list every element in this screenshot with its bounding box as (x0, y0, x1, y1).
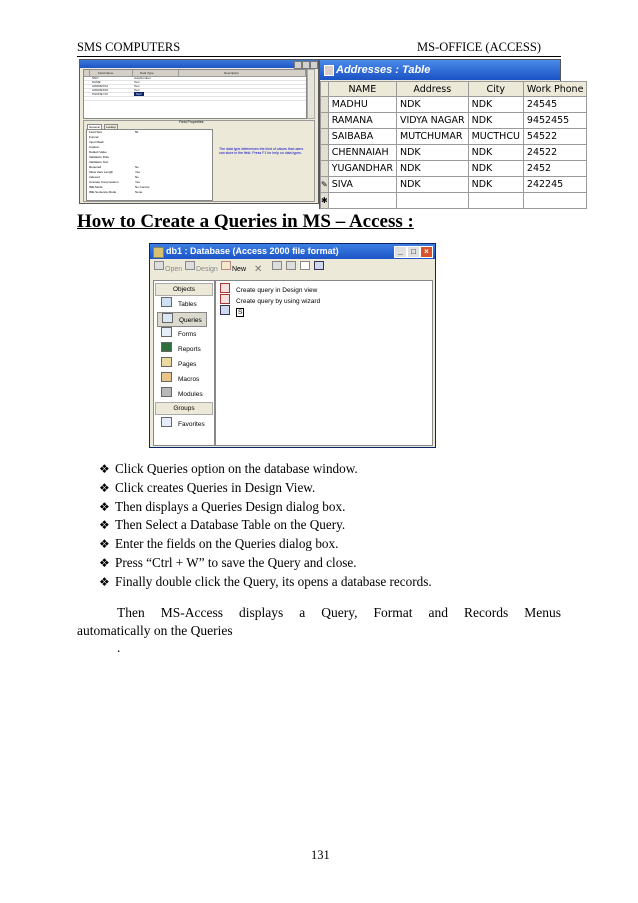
property-value: No Control (135, 185, 150, 189)
property-label: Default Value (89, 150, 107, 154)
field-properties-panel (83, 120, 315, 202)
object-label: Reports (178, 346, 201, 353)
query-label: Create query in Design view (236, 287, 318, 294)
cell-work-phone: 242245 (523, 177, 587, 193)
property-value: None (135, 190, 143, 194)
database-window-screenshot (149, 243, 436, 448)
header-right: MS-OFFICE (ACCESS) (417, 40, 541, 54)
tab-lookup: Lookup (106, 125, 116, 129)
list-icon (300, 261, 310, 270)
bullet-marker: ❖ (99, 499, 110, 514)
queries-list (215, 280, 433, 446)
object-macros (161, 372, 199, 385)
object-label: Tables (178, 301, 197, 308)
list-item-text: Press “Ctrl + W” to save the Query and close. (115, 554, 357, 570)
object-forms (161, 327, 196, 340)
database-icon (153, 247, 164, 258)
objects-header: Objects (155, 283, 213, 296)
object-label: Favorites (178, 421, 205, 428)
object-modules (161, 387, 203, 400)
object-label: Queries (179, 317, 202, 324)
query-icon (220, 305, 230, 315)
list-item (99, 535, 432, 554)
header-left: SMS COMPUTERS (77, 40, 181, 54)
field-type: AutoNumber (134, 76, 151, 80)
list-item-text: Then displays a Queries Design dialog box. (115, 498, 346, 514)
list-item (99, 516, 432, 535)
cell-work-phone: 9452455 (523, 113, 587, 129)
queries-icon (162, 313, 173, 323)
property-value: 50 (135, 130, 139, 134)
bullet-marker: ❖ (99, 480, 110, 495)
modules-icon (161, 387, 172, 397)
design-view-titlebar (80, 60, 318, 68)
cell-name: CHENNAIAH (328, 145, 396, 161)
cell-work-phone: 54522 (523, 129, 587, 145)
list-item-text: Then Select a Database Table on the Query. (115, 517, 346, 533)
data-type-help-text: The data type determines the kind of values that users can store in the field. Press F1 for help on data types. (219, 147, 304, 155)
table-row (321, 113, 587, 129)
objects-bar (153, 280, 215, 446)
large-icons-icon (272, 261, 282, 270)
property-label: Validation Text (89, 160, 109, 164)
page-number: 131 (311, 848, 330, 862)
field-row: ADDRESS2 (92, 88, 109, 92)
macros-icon (161, 372, 172, 382)
table-icon (324, 65, 334, 76)
property-value: Yes (135, 170, 140, 174)
groups-header: Groups (155, 402, 213, 415)
col-address: Address (397, 82, 469, 97)
object-label: Pages (178, 361, 197, 368)
details-icon (314, 261, 324, 270)
delete-icon: ✕ (254, 264, 263, 275)
list-item-text: Click Queries option on the database window. (115, 461, 358, 476)
paragraph-line-2: automatically on the Queries (77, 623, 233, 638)
field-row: SNO (92, 76, 99, 80)
cell-city: NDK (468, 161, 523, 177)
cell-name: MADHU (328, 97, 396, 113)
design-icon (185, 261, 195, 270)
cell-city: NDK (468, 145, 523, 161)
cell-work-phone: 24545 (523, 97, 587, 113)
properties-list (86, 129, 213, 201)
field-type: Text (136, 92, 142, 96)
cell-address: NDK (397, 145, 469, 161)
list-item-text: Enter the fields on the Queries dialog box. (115, 536, 339, 552)
field-row: PHONE NO (92, 92, 109, 96)
table-row (321, 161, 587, 177)
property-label: Unicode Compression (89, 180, 119, 184)
close-icon (310, 61, 318, 69)
bullet-marker: ❖ (99, 555, 110, 570)
field-grid (83, 69, 307, 119)
cell-city: NDK (468, 97, 523, 113)
tab-general: General (89, 125, 100, 129)
property-label: Indexed (89, 175, 100, 179)
section-heading: How to Create a Queries in MS – Access : (77, 211, 414, 232)
minimize-icon: _ (394, 246, 407, 258)
property-value: Yes (135, 180, 140, 184)
small-icons-icon (286, 261, 296, 270)
list-item-text: Finally double click the Query, its opens a database records. (115, 573, 432, 589)
grid-scrollbar (307, 69, 315, 119)
design-button: Design (196, 266, 218, 273)
cell-address: VIDYA NAGAR (397, 113, 469, 129)
object-pages (161, 357, 196, 370)
query-label: Create query by using wizard (236, 298, 321, 305)
cell-address: NDK (397, 97, 469, 113)
property-label: Caption (89, 145, 100, 149)
cell-name: RAMANA (328, 113, 396, 129)
bullet-marker: ❖ (99, 537, 110, 552)
cell-city: MUCTHCU (468, 129, 523, 145)
open-button: Open (165, 266, 183, 273)
object-tables (161, 297, 197, 310)
col-work-phone: Work Phone (523, 82, 587, 97)
col-field-name: Field Name (98, 71, 114, 75)
addresses-table-title: Addresses : Table (336, 64, 431, 76)
cell-name: YUGANDHAR (328, 161, 396, 177)
table-row (321, 97, 587, 113)
property-label: Field Size (89, 130, 103, 134)
col-name: NAME (328, 82, 396, 97)
col-city: City (468, 82, 523, 97)
pages-icon (161, 357, 172, 367)
list-item (99, 554, 432, 573)
open-icon (154, 261, 164, 270)
maximize-icon: □ (407, 246, 420, 258)
field-type: Text (134, 88, 140, 92)
col-description: Description (224, 71, 240, 75)
field-type: Text (134, 80, 140, 84)
database-window-title: db1 : Database (Access 2000 file format) (166, 246, 339, 256)
object-label: Macros (178, 376, 200, 383)
field-row: NAME (92, 80, 101, 84)
object-reports (161, 342, 201, 355)
table-row (321, 129, 587, 145)
saved-query (220, 305, 244, 318)
cell-address: NDK (397, 161, 469, 177)
favorites-icon (161, 417, 172, 427)
bullet-marker: ❖ (99, 462, 110, 476)
list-item (99, 573, 432, 592)
minimize-icon (294, 61, 302, 69)
paragraph-trailing: . (117, 640, 121, 655)
property-value: No (135, 165, 139, 169)
close-icon: × (420, 246, 433, 258)
wizard-icon (220, 294, 230, 304)
addresses-table-titlebar (320, 60, 560, 80)
object-label: Modules (178, 391, 203, 398)
bullet-marker: ❖ (99, 518, 110, 533)
forms-icon (161, 327, 172, 337)
cell-name: SIVA (328, 177, 396, 193)
list-item (99, 460, 432, 479)
database-window-titlebar (150, 244, 435, 259)
reports-icon (161, 342, 172, 352)
cell-address: NDK (397, 177, 469, 193)
new-record-row (321, 193, 587, 209)
tables-icon (161, 297, 172, 307)
cell-city: NDK (468, 113, 523, 129)
property-label: Validation Rule (89, 155, 109, 159)
list-item (99, 479, 432, 498)
object-queries (157, 312, 207, 327)
addresses-datasheet (320, 81, 587, 209)
new-button: New (232, 266, 247, 273)
wizard-icon (220, 283, 230, 293)
property-value: No (135, 175, 139, 179)
new-record-icon: ✱ (321, 193, 329, 209)
cell-city: NDK (468, 177, 523, 193)
addresses-table-screenshot (319, 59, 584, 209)
new-icon (221, 261, 231, 270)
list-item-text: Click creates Queries in Design View. (115, 479, 316, 495)
cell-work-phone: 24522 (523, 145, 587, 161)
field-properties-label: Field Properties (179, 120, 204, 124)
property-label: IME Mode (89, 185, 103, 189)
table-row (321, 145, 587, 161)
paragraph-line-1: Then MS-Access displays a Query, Format and Records Menus (117, 605, 561, 620)
query-label: S (238, 309, 243, 316)
property-label: IME Sentence Mode (89, 190, 117, 194)
table-row (321, 177, 587, 193)
table-design-view-screenshot (79, 59, 319, 204)
list-item (99, 498, 432, 517)
row-selector-header (321, 82, 329, 97)
cell-address: MUTCHUMAR (397, 129, 469, 145)
database-toolbar (150, 261, 435, 278)
object-label: Forms (178, 331, 197, 338)
property-label: Input Mask (89, 140, 104, 144)
maximize-icon (302, 61, 310, 69)
field-row: ADDRESS1 (92, 84, 109, 88)
col-data-type: Data Type (140, 71, 154, 75)
bullet-marker: ❖ (99, 574, 110, 589)
cell-work-phone: 2452 (523, 161, 587, 177)
header-rule (77, 56, 561, 57)
property-label: Required (89, 165, 102, 169)
cell-name: SAIBABA (328, 129, 396, 145)
pencil-icon: ✎ (321, 177, 329, 193)
group-favorites (161, 417, 205, 430)
property-label: Allow Zero Length (89, 170, 114, 174)
instruction-list (99, 460, 432, 592)
property-label: Format (89, 135, 99, 139)
field-type: Text (134, 84, 140, 88)
